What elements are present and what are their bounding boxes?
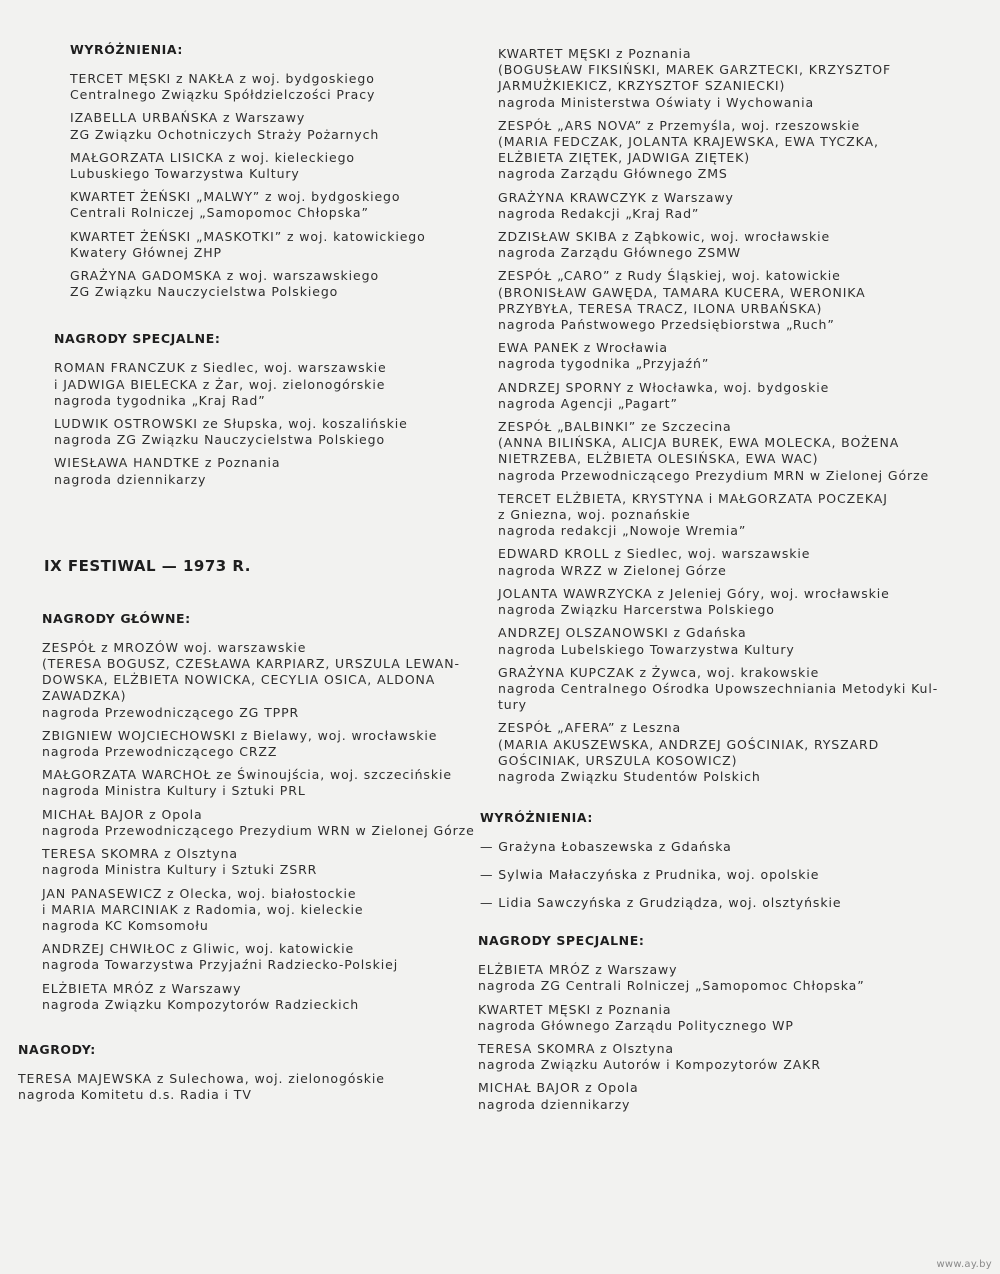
award-winner-line: TERESA MAJEWSKA z Sulechowa, woj. zielonogóskie <box>18 1070 385 1086</box>
award-detail-line: ELŻBIETA ZIĘTEK, JADWIGA ZIĘTEK) <box>498 150 751 166</box>
award-entry <box>498 118 924 183</box>
award-winner-line: ELŻBIETA MRÓZ z Warszawy <box>42 980 242 996</box>
wyroznienia-dash-list <box>480 839 924 911</box>
award-winner-line: ANDRZEJ SPORNY z Włocławka, woj. bydgoskie <box>498 379 830 395</box>
awards-continued-list <box>498 46 939 785</box>
award-detail-line: nagroda KC Komsomołu <box>42 917 209 933</box>
section-heading-nagrody-glowne: NAGRODY GŁÓWNE: <box>42 610 191 626</box>
award-detail-line: nagroda Redakcji „Kraj Rad” <box>498 205 700 221</box>
award-winner-line: ANDRZEJ OLSZANOWSKI z Gdańska <box>498 625 747 641</box>
award-entry <box>70 189 468 221</box>
award-detail-line: i JADWIGA BIELECKA z Żar, woj. zielonogórskie <box>54 376 386 392</box>
award-detail-line: nagroda Zarządu Głównego ZSMW <box>498 245 742 261</box>
nagrody-specjalne-list <box>54 360 468 487</box>
award-winner-line: GRAŻYNA KUPCZAK z Żywca, woj. krakowskie <box>498 664 820 680</box>
award-entry <box>54 455 468 487</box>
award-winner-line: EWA PANEK z Wrocławia <box>498 340 668 356</box>
award-detail-line: nagroda Przewodniczącego CRZZ <box>42 744 278 760</box>
award-entry <box>42 941 468 973</box>
award-detail-line: nagroda redakcji „Nowoje Wremia” <box>498 523 747 539</box>
award-winner-line: GRAŻYNA KRAWCZYK z Warszawy <box>498 189 734 205</box>
award-detail-line: Centralnego Związku Spółdzielczości Pracy <box>70 87 376 103</box>
section-heading-wyroznienia-2: WYRÓŻNIENIA: <box>480 810 594 826</box>
watermark-text: www.ay.by <box>936 1259 992 1270</box>
award-entry <box>498 340 924 372</box>
award-winner-line: ZESPÓŁ „ARS NOVA” z Przemyśla, woj. rzeszowskie <box>498 117 861 133</box>
award-detail-line: nagroda Związku Autorów i Kompozytorów ZAKR <box>478 1057 821 1073</box>
award-entry <box>70 150 468 182</box>
award-winner-line: JAN PANASEWICZ z Olecka, woj. białostockie <box>42 885 357 901</box>
award-entry <box>478 1002 924 1034</box>
award-detail-line: nagroda Przewodniczącego Prezydium WRN w Zielonej Górze <box>42 822 475 838</box>
award-entry <box>70 71 468 103</box>
award-entry <box>498 268 924 333</box>
award-winner-line: MICHAŁ BAJOR z Opola <box>478 1080 639 1096</box>
award-detail-line: NIETRZEBA, ELŻBIETA OLESIŃSKA, EWA WAC) <box>498 451 819 467</box>
award-entry <box>70 110 468 142</box>
award-winner-line: TERCET MĘSKI z NAKŁA z woj. bydgoskiego <box>70 71 375 86</box>
award-winner-line: TERCET ELŻBIETA, KRYSTYNA i MAŁGORZATA POCZEKAJ <box>498 490 888 506</box>
award-detail-line: z Gniezna, woj. poznańskie <box>498 507 691 523</box>
award-winner-line: IZABELLA URBAŃSKA z Warszawy <box>70 110 306 126</box>
award-detail-line: (MARIA AKUSZEWSKA, ANDRZEJ GOŚCINIAK, RYSZARD <box>498 736 880 752</box>
award-detail-line: (ANNA BILIŃSKA, ALICJA BUREK, EWA MOLECKA, BOŻENA <box>498 435 900 451</box>
award-detail-line: Lubuskiego Towarzystwa Kultury <box>70 166 300 182</box>
award-winner-line: ANDRZEJ CHWIŁOC z Gliwic, woj. katowickie <box>42 941 355 957</box>
award-winner-line: ELŻBIETA MRÓZ z Warszawy <box>478 962 678 978</box>
award-entry <box>498 46 924 111</box>
award-entry <box>42 728 468 760</box>
award-detail-line: nagroda Zarządu Głównego ZMS <box>498 166 728 182</box>
award-detail-line: (TERESA BOGUSZ, CZESŁAWA KARPIARZ, URSZULA LEWAN- <box>42 656 460 672</box>
award-detail-line: nagroda Przewodniczącego Prezydium MRN w Zielonej Górze <box>498 467 930 483</box>
award-entry <box>42 640 468 721</box>
award-entry <box>70 268 468 300</box>
award-entry <box>498 491 924 540</box>
award-detail-line: nagroda Związku Kompozytorów Radzieckich <box>42 996 360 1012</box>
award-detail-line: nagroda tygodnika „Przyjaźń” <box>498 356 710 372</box>
award-detail-line: nagroda Komitetu d.s. Radia i TV <box>18 1087 252 1103</box>
award-detail-line: tury <box>498 697 527 713</box>
award-winner-line: KWARTET MĘSKI z Poznania <box>478 1001 672 1017</box>
award-entry <box>498 419 930 484</box>
award-entry <box>54 360 468 409</box>
award-detail-line: (BOGUSŁAW FIKSIŃSKI, MAREK GARZTECKI, KRZYSZTOF <box>498 62 892 78</box>
section-heading-nagrody-specjalne: NAGRODY SPECJALNE: <box>54 331 221 347</box>
award-winner-line: TERESA SKOMRA z Olsztyna <box>478 1040 674 1056</box>
award-detail-line: nagroda Towarzystwa Przyjaźni Radziecko-Polskiej <box>42 957 399 973</box>
wyroznienia-list <box>70 71 468 300</box>
award-winner-line: JOLANTA WAWRZYCKA z Jeleniej Góry, woj. wrocławskie <box>498 585 890 601</box>
award-winner-line: ZDZISŁAW SKIBA z Ząbkowic, woj. wrocławskie <box>498 229 831 245</box>
award-entry <box>478 962 924 994</box>
nagrody-list <box>18 1071 468 1103</box>
award-entry <box>498 546 924 578</box>
award-detail-line: PRZYBYŁA, TERESA TRACZ, ILONA URBAŃSKA) <box>498 300 823 316</box>
award-entry <box>42 981 468 1013</box>
award-detail-line: nagroda Lubelskiego Towarzystwa Kultury <box>498 641 795 657</box>
award-entry <box>498 625 924 657</box>
award-entry <box>70 229 468 261</box>
award-detail-line: nagroda Ministra Kultury i Sztuki ZSRR <box>42 862 318 878</box>
section-heading-wyroznienia: WYRÓŻNIENIA: <box>70 42 184 57</box>
award-winner-line: LUDWIK OSTROWSKI ze Słupska, woj. koszalińskie <box>54 416 408 432</box>
nagrody-specjalne-list-2 <box>478 962 924 1113</box>
award-winner-line: KWARTET ŻEŃSKI „MALWY” z woj. bydgoskiego <box>70 189 401 205</box>
award-detail-line: ZG Związku Ochotniczych Straży Pożarnych <box>70 126 380 142</box>
award-detail-line: JARMUŻKIEKICZ, KRZYSZTOF SZANIECKI) <box>498 78 786 94</box>
award-detail-line: (BRONISŁAW GAWĘDA, TAMARA KUCERA, WERONIKA <box>498 284 866 300</box>
award-winner-line: EDWARD KROLL z Siedlec, woj. warszawskie <box>498 546 811 562</box>
award-entry <box>498 229 924 261</box>
award-winner-line: TERESA SKOMRA z Olsztyna <box>42 846 238 862</box>
award-detail-line: nagroda Związku Harcerstwa Polskiego <box>498 602 775 618</box>
award-detail-line: nagroda dziennikarzy <box>478 1096 631 1112</box>
award-detail-line: GOŚCINIAK, URSZULA KOSOWICZ) <box>498 752 738 768</box>
award-detail-line: nagroda Agencji „Pagart” <box>498 395 678 411</box>
award-detail-line: (MARIA FEDCZAK, JOLANTA KRAJEWSKA, EWA TYCZKA, <box>498 134 879 150</box>
distinction-item: — Sylwia Małaczyńska z Prudnika, woj. opolskie <box>480 867 820 883</box>
award-detail-line: DOWSKA, ELŻBIETA NOWICKA, CECYLIA OSICA, ALDONA <box>42 672 436 688</box>
award-detail-line: nagroda Państwowego Przedsiębiorstwa „Ruch” <box>498 317 835 333</box>
award-entry <box>498 664 939 714</box>
award-detail-line: nagroda dziennikarzy <box>54 471 207 487</box>
award-winner-line: WIESŁAWA HANDTKE z Poznania <box>54 455 281 471</box>
distinction-item: — Lidia Sawczyńska z Grudziądza, woj. olsztyńskie <box>480 895 842 911</box>
award-detail-line: nagroda tygodnika „Kraj Rad” <box>54 392 266 408</box>
award-winner-line: GRAŻYNA GADOMSKA z woj. warszawskiego <box>70 268 380 284</box>
award-winner-line: MICHAŁ BAJOR z Opola <box>42 806 203 822</box>
award-winner-line: ZBIGNIEW WOJCIECHOWSKI z Bielawy, woj. wrocławskie <box>42 727 438 743</box>
award-winner-line: ROMAN FRANCZUK z Siedlec, woj. warszawskie <box>54 360 387 376</box>
right-column <box>474 46 939 1120</box>
section-heading-nagrody: NAGRODY: <box>18 1041 96 1057</box>
award-entry <box>478 1080 924 1112</box>
award-detail-line: ZG Związku Nauczycielstwa Polskiego <box>70 284 339 300</box>
award-detail-line: Kwatery Głównej ZHP <box>70 244 222 260</box>
award-entry <box>54 416 468 448</box>
award-winner-line: KWARTET MĘSKI z Poznania <box>498 46 692 61</box>
award-detail-line: i MARIA MARCINIAK z Radomia, woj. kieleckie <box>42 901 364 917</box>
award-winner-line: ZESPÓŁ „CARO” z Rudy Śląskiej, woj. katowickie <box>498 268 841 284</box>
award-entry <box>498 586 924 618</box>
award-winner-line: ZESPÓŁ „AFERA” z Leszna <box>498 720 682 736</box>
award-detail-line: nagroda WRZZ w Zielonej Górze <box>498 562 727 578</box>
section-heading-nagrody-specjalne-2: NAGRODY SPECJALNE: <box>478 933 645 949</box>
award-entry <box>498 190 924 222</box>
award-detail-line: nagroda Ministerstwa Oświaty i Wychowania <box>498 94 815 110</box>
award-detail-line: Centrali Rolniczej „Samopomoc Chłopska” <box>70 205 369 221</box>
award-detail-line: nagroda Centralnego Ośrodka Upowszechniania Metodyki Kul- <box>498 680 939 696</box>
left-column <box>18 42 475 1110</box>
award-entry <box>42 806 475 839</box>
distinction-item: — Grażyna Łobaszewska z Gdańska <box>480 839 732 855</box>
award-detail-line: nagroda ZG Związku Nauczycielstwa Polskiego <box>54 432 386 448</box>
award-detail-line: nagroda Głównego Zarządu Politycznego WP <box>478 1017 794 1033</box>
award-winner-line: MAŁGORZATA WARCHOŁ ze Świnoujścia, woj. szczecińskie <box>42 767 452 783</box>
award-detail-line: nagroda Związku Studentów Polskich <box>498 768 761 784</box>
award-entry <box>42 767 468 799</box>
award-winner-line: ZESPÓŁ z MROZÓW woj. warszawskie <box>42 639 307 655</box>
award-detail-line: nagroda Ministra Kultury i Sztuki PRL <box>42 783 306 799</box>
award-winner-line: KWARTET ŻEŃSKI „MASKOTKI” z woj. katowickiego <box>70 228 426 244</box>
award-entry <box>498 720 924 785</box>
award-detail-line: nagroda Przewodniczącego ZG TPPR <box>42 704 300 720</box>
award-entry <box>42 846 468 878</box>
award-entry <box>42 886 468 935</box>
award-entry <box>18 1071 468 1103</box>
award-winner-line: ZESPÓŁ „BALBINKI” ze Szczecina <box>498 419 732 435</box>
award-entry <box>498 380 924 412</box>
award-winner-line: MAŁGORZATA LISICKA z woj. kieleckiego <box>70 149 355 165</box>
nagrody-glowne-list <box>42 639 475 1013</box>
award-detail-line: ZAWADZKA) <box>42 688 127 704</box>
festival-title: IX FESTIWAL — 1973 R. <box>44 556 251 575</box>
award-detail-line: nagroda ZG Centrali Rolniczej „Samopomoc Chłopska” <box>478 978 865 994</box>
award-entry <box>478 1041 924 1073</box>
